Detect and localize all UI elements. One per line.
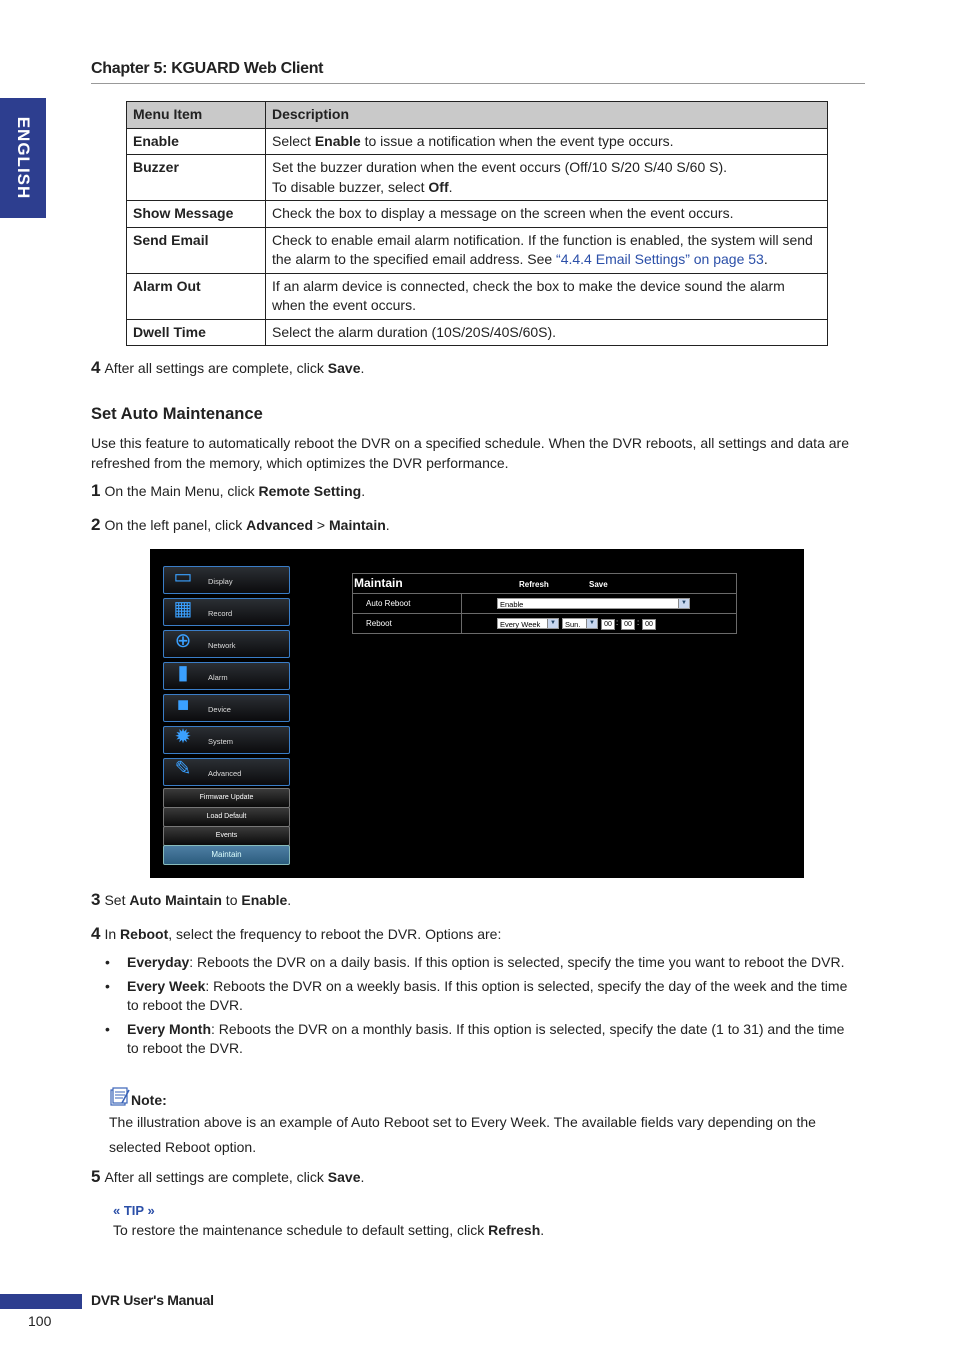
nav-network-button[interactable] — [163, 630, 290, 658]
list-item — [103, 953, 858, 973]
table-header-cell: Menu Item — [127, 102, 266, 129]
table-header-row — [127, 102, 828, 129]
bold-span: Remote Setting — [258, 483, 362, 499]
nav-label: Network — [208, 641, 236, 650]
text-span: , select the frequency to reboot the DVR. Options are: — [168, 926, 502, 942]
table-cell-desc: Check the box to display a message on the screen when the event occurs. — [266, 201, 828, 228]
film-icon: ▦ — [173, 598, 193, 620]
bold-span: Refresh — [488, 1222, 541, 1238]
text-span: Set — [104, 892, 130, 908]
footer-bar — [0, 1294, 82, 1309]
bold-span: Save — [327, 1169, 361, 1185]
text-span: to issue a notification when the event type occurs. — [360, 132, 674, 149]
reboot-day-select[interactable] — [562, 618, 598, 629]
monitor-icon: ▭ — [173, 566, 193, 588]
text-span: . — [763, 251, 768, 267]
nav-label: Device — [208, 705, 231, 714]
manual-title: DVR User's Manual — [91, 1292, 214, 1308]
subnav-load-default[interactable]: Load Default — [163, 807, 290, 827]
nav-display-button[interactable] — [163, 566, 290, 594]
bold-span: Off — [428, 178, 449, 195]
text-span: After all settings are complete, click — [104, 360, 328, 376]
table-cell-item: Dwell Time — [127, 319, 266, 346]
table-cell-desc: Select the alarm duration (10S/20S/40S/60S). — [266, 319, 828, 346]
nav-label: Record — [208, 609, 233, 618]
nav-device-button[interactable] — [163, 694, 290, 722]
subnav-maintain[interactable]: Maintain — [163, 845, 290, 865]
step-number: 3 — [91, 890, 101, 909]
chevron-down-icon: ▼ — [547, 619, 558, 628]
step-number: 5 — [91, 1167, 101, 1186]
auto-reboot-row — [353, 593, 736, 614]
panel-title: Maintain — [354, 576, 403, 590]
maintain-panel — [352, 573, 737, 634]
text-span: Select — [272, 132, 315, 149]
step-number: 2 — [91, 515, 101, 534]
alarm-icon: ▮ — [177, 662, 189, 684]
nav-label: Alarm — [208, 673, 228, 682]
text-span: On the left panel, click — [104, 517, 247, 533]
table-row — [127, 201, 828, 228]
subnav-events[interactable]: Events — [163, 826, 290, 846]
list-item — [103, 977, 858, 1016]
text-span: . — [385, 517, 390, 533]
note-label: Note: — [131, 1092, 167, 1108]
nav-label: Display — [208, 577, 233, 586]
text-span: to — [221, 892, 242, 908]
table-cell-desc: If an alarm device is connected, check the box to make the device sound the alarm when the event occurs. — [266, 273, 828, 319]
step-4-save — [91, 358, 364, 378]
email-settings-link[interactable]: “4.4.4 Email Settings” on page 53 — [556, 251, 764, 267]
bold-span: Save — [327, 360, 361, 376]
text-span: Check to enable email alarm notification. If the function is enabled, the system will send the alarm to the specified email address. See — [272, 231, 813, 267]
language-tab-label: ENGLISH — [14, 116, 33, 200]
table-header-cell: Description — [266, 102, 828, 129]
step-2 — [91, 515, 390, 535]
table-cell-item: Enable — [127, 128, 266, 155]
table-cell-item: Buzzer — [127, 155, 266, 201]
nav-record-button[interactable] — [163, 598, 290, 626]
refresh-button[interactable]: Refresh — [519, 580, 549, 589]
table-row — [127, 227, 828, 273]
text-span: . — [361, 483, 366, 499]
auto-reboot-label: Auto Reboot — [353, 594, 462, 614]
header-divider — [91, 83, 865, 84]
section-intro: Use this feature to automatically reboot the DVR on a specified schedule. When the DVR reboots, all settings and data are refreshed from the memory, which optimizes the DVR performance. — [91, 435, 849, 471]
reboot-minute-field[interactable]: 00 — [621, 619, 635, 630]
device-icon: ■ — [176, 694, 190, 716]
text-span: . — [360, 360, 365, 376]
time-separator: : — [616, 618, 619, 627]
table-cell-item: Send Email — [127, 227, 266, 273]
text-span: On the Main Menu, click — [104, 483, 259, 499]
table-row — [127, 128, 828, 155]
text-span: To disable buzzer, select — [272, 178, 429, 195]
language-tab — [0, 98, 46, 218]
step-1 — [91, 481, 365, 501]
step-5 — [91, 1167, 364, 1187]
step-3 — [91, 890, 291, 910]
text-span: Set the buzzer duration when the event occurs (Off/10 S/20 S/40 S/60 S). — [272, 159, 728, 175]
nav-system-button[interactable] — [163, 726, 290, 754]
bold-span: Reboot — [120, 926, 169, 942]
bold-span: Every Month — [127, 1020, 212, 1037]
table-row — [127, 273, 828, 319]
text-span: After all settings are complete, click — [104, 1169, 328, 1185]
nav-alarm-button[interactable] — [163, 662, 290, 690]
text-span: . — [540, 1222, 545, 1238]
text-span: : Reboots the DVR on a daily basis. If this option is selected, specify the time you want to reboot the DVR. — [189, 954, 845, 970]
bold-span: Everyday — [127, 954, 190, 970]
chevron-down-icon: ▼ — [586, 619, 597, 628]
table-cell-desc — [266, 128, 828, 155]
reboot-second-field[interactable]: 00 — [642, 619, 656, 630]
bold-span: Maintain — [329, 517, 386, 533]
reboot-label: Reboot — [353, 614, 462, 634]
note-text: The illustration above is an example of Auto Reboot set to Every Week. The available fields vary depending on the selected Reboot option. — [109, 1114, 816, 1155]
section-heading: Set Auto Maintenance — [91, 405, 263, 423]
auto-reboot-select[interactable] — [497, 598, 690, 609]
subnav-firmware-update[interactable]: Firmware Update — [163, 788, 290, 808]
tools-icon: ✎ — [174, 758, 192, 780]
text-span: . — [360, 1169, 365, 1185]
text-span: To restore the maintenance schedule to default setting, click — [113, 1222, 489, 1238]
reboot-frequency-select[interactable] — [497, 618, 559, 629]
menu-item-table — [126, 101, 828, 346]
gear-icon: ✹ — [174, 726, 192, 748]
chevron-down-icon: ▼ — [678, 599, 689, 608]
chapter-title: Chapter 5: KGUARD Web Client — [91, 60, 324, 77]
tip-text — [113, 1221, 544, 1241]
select-value: Every Week — [500, 620, 541, 629]
reboot-row — [353, 613, 736, 634]
select-value: Sun. — [565, 620, 581, 629]
table-row — [127, 319, 828, 346]
text-span: > — [313, 517, 329, 533]
note-icon — [108, 1087, 130, 1107]
page-number: 100 — [28, 1313, 52, 1329]
tip-label: « TIP » — [113, 1203, 155, 1218]
table-cell-desc — [266, 155, 828, 201]
text-span: In — [104, 926, 121, 942]
bold-span: Advanced — [246, 517, 314, 533]
text-span: . — [448, 178, 453, 195]
bold-span: Enable — [314, 132, 361, 149]
table-row — [127, 155, 828, 201]
nav-advanced-button[interactable] — [163, 758, 290, 786]
reboot-options-list — [103, 953, 858, 1063]
bold-span: Auto Maintain — [129, 892, 222, 908]
step-number: 4 — [91, 358, 101, 377]
nav-label: Advanced — [208, 769, 242, 778]
dvr-maintain-screenshot — [150, 549, 804, 878]
text-span: : Reboots the DVR on a weekly basis. If this option is selected, specify the day of the week and the time to reboot the DVR. — [127, 977, 848, 1013]
text-span: : Reboots the DVR on a monthly basis. If this option is selected, specify the date (1 to 31) and the time to reboot the DVR. — [127, 1020, 845, 1056]
reboot-hour-field[interactable]: 00 — [601, 619, 615, 630]
time-separator: : — [637, 618, 640, 627]
table-cell-desc — [266, 227, 828, 273]
nav-label: System — [208, 737, 234, 746]
table-cell-item: Alarm Out — [127, 273, 266, 319]
network-icon: ⊕ — [174, 630, 192, 652]
list-item — [103, 1020, 858, 1059]
save-button[interactable]: Save — [589, 580, 608, 589]
bold-span: Enable — [241, 892, 288, 908]
text-span: . — [287, 892, 292, 908]
select-value: Enable — [500, 600, 524, 609]
step-number: 4 — [91, 924, 101, 943]
step-4-reboot — [91, 924, 501, 944]
step-number: 1 — [91, 481, 101, 500]
table-cell-item: Show Message — [127, 201, 266, 228]
bold-span: Every Week — [127, 977, 206, 994]
